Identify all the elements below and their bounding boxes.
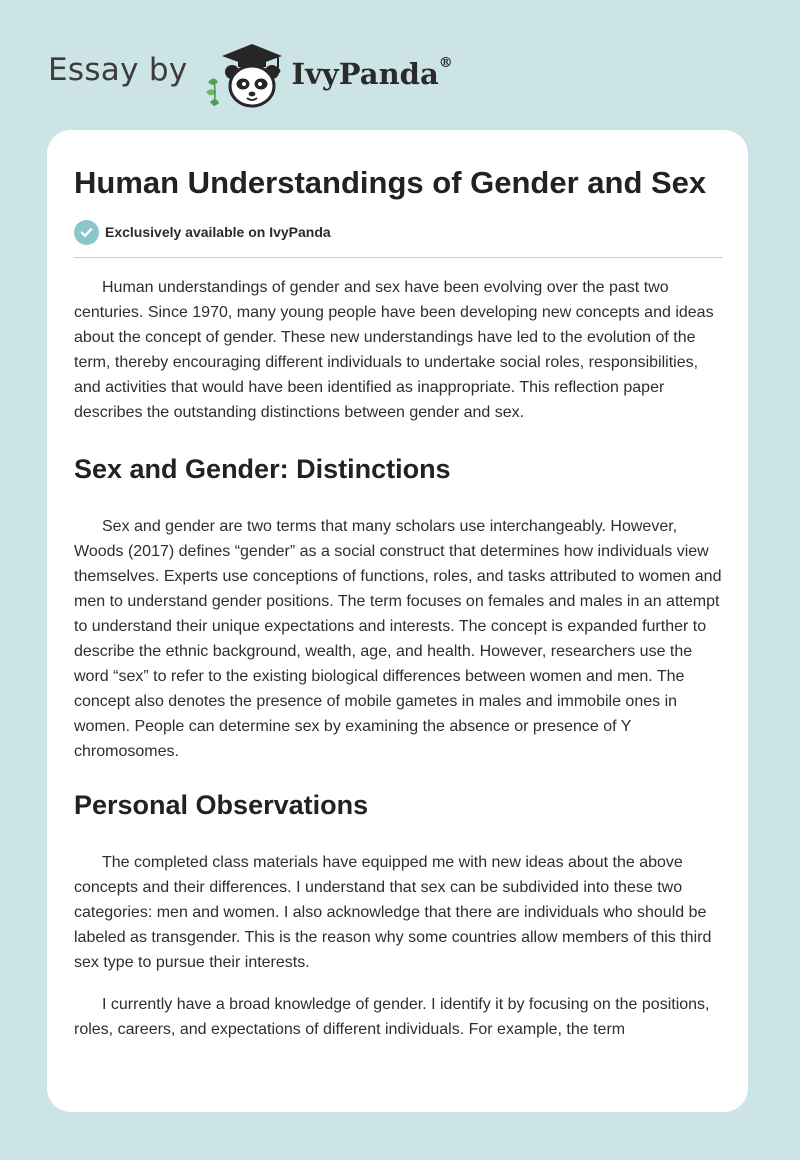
- observations-paragraph-1: The completed class materials have equipped me with new ideas about the above concepts and their differences. I understand that sex can be subdivided into these two categories: men and women. I also acknowledge that there are individuals who should be labeled as transgender. This is the reason why some countries allow members of this third sex type to pursue their interests.: [74, 854, 712, 971]
- divider: [74, 257, 723, 258]
- intro-paragraph: Human understandings of gender and sex have been evolving over the past two centuries. Since 1970, many young people have been developing new concepts and ideas about the concept of gender. These new understandings have led to the evolution of the term, thereby encouraging different individuals to undertake social roles, responsibilities, and activities that would have been identified as inappropriate. This reflection paper describes the outstanding distinctions between gender and sex.: [74, 279, 714, 421]
- section-heading-observations: Personal Observations: [74, 790, 369, 820]
- essay-card: [47, 130, 748, 1112]
- essay-content: [74, 162, 723, 1042]
- check-circle-icon: [74, 220, 99, 245]
- panda-graduate-icon: [200, 36, 290, 110]
- brand-name: IvyPanda®: [291, 55, 453, 91]
- observations-paragraph-2: I currently have a broad knowledge of gender. I identify it by focusing on the positions, roles, careers, and expectations of different individuals. For example, the term: [74, 996, 710, 1038]
- badge-text: Exclusively available on IvyPanda: [105, 224, 331, 240]
- brand-prefix: Essay by: [48, 52, 188, 88]
- brand-header[interactable]: [48, 36, 453, 110]
- registered-mark: ®: [438, 55, 453, 71]
- distinctions-paragraph: Sex and gender are two terms that many scholars use interchangeably. However, Woods (2017) defines “gender” as a social construct that determines how individuals view themselves. Experts use conceptions of functions, roles, and tasks attributed to women and men to understand gender positions. The term focuses on females and males in an attempt to understand their unique expectations and interests. The concept is expanded further to describe the ethnic background, wealth, age, and health. However, researchers use the word “sex” to refer to the existing biological differences between women and men. The concept also denotes the presence of mobile gametes in males and immobile ones in women. People can determine sex by examining the absence or presence of Y chromosomes.: [74, 518, 722, 760]
- section-heading-distinctions: Sex and Gender: Distinctions: [74, 454, 451, 484]
- essay-title: Human Understandings of Gender and Sex: [74, 165, 707, 200]
- exclusive-badge: [74, 218, 723, 246]
